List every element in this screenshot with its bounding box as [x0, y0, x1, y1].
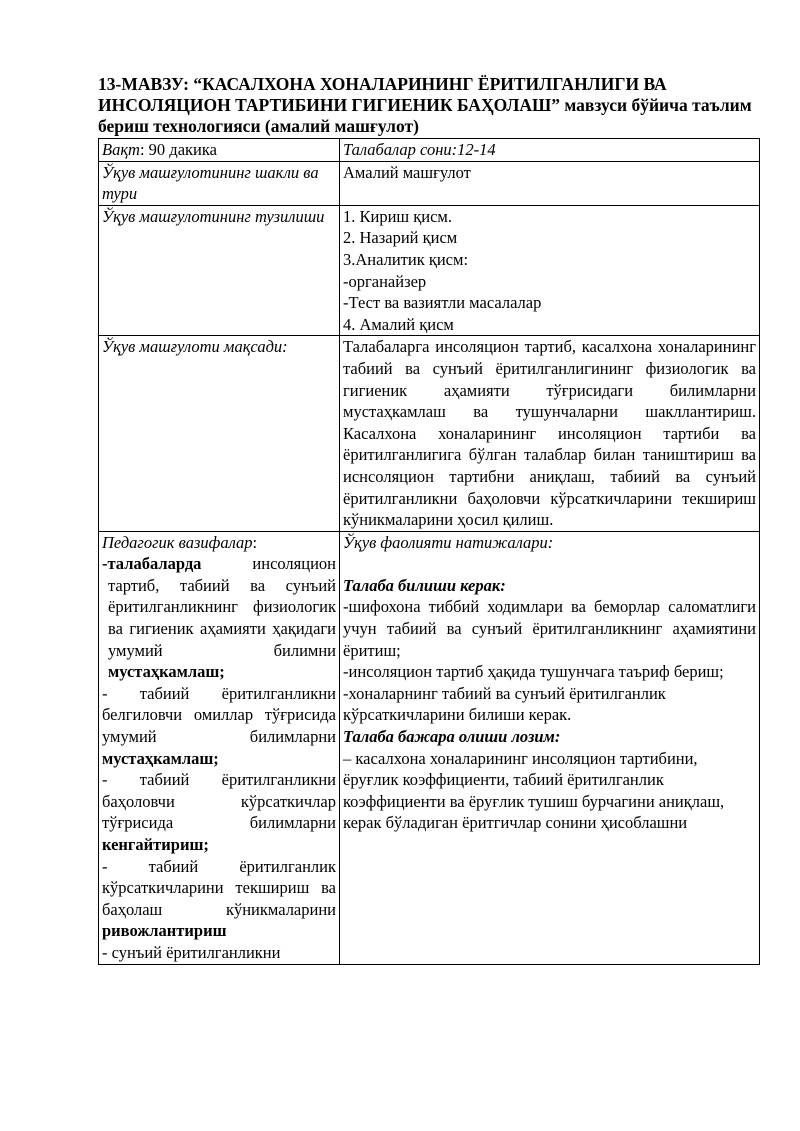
task-text: - табиий ёритилганликни белгиловчи омиллар тўғрисида умумий билимларни	[102, 683, 336, 747]
list-item: -инсоляцион тартиб ҳақида тушунчага таъриф бериш;	[343, 662, 724, 682]
list-item: -Тест ва вазиятли масалалар	[343, 293, 542, 313]
list-item: 1. Кириш қисм.	[343, 206, 452, 226]
students-cell: Талабалар сони:12-14	[340, 139, 760, 162]
list-item: -органайзер	[343, 271, 427, 291]
time-label: Вақт	[102, 140, 140, 159]
list-item: 4. Амалий қисм	[343, 314, 454, 334]
task-bold-lead: -талабаларда	[102, 554, 202, 574]
list-item: -хоналарнинг табиий ва сунъий ёритилганлик кўрсаткичларини билиши керак.	[343, 683, 666, 725]
time-value: : 90 дакика	[139, 140, 217, 159]
task-item	[102, 683, 336, 769]
task-item	[102, 856, 336, 942]
task-text: - табиий ёритилганликни баҳоловчи кўрсаткичлар тўғрисида билимларни	[102, 770, 336, 833]
time-cell	[99, 139, 340, 162]
structure-list	[340, 205, 760, 336]
goal-text: Талабаларга инсоляцион тартиб, касалхона хоналарининг табиий ва сунъий ёритилганлигининг физиологик ва гигиеник аҳамияти тўғрисидаги билимларни мустаҳкамлаш ва тушунчаларни шакллантириш. Касалхона хоналарининг инсоляцион тартиби ва ёритилганлигига бўлган талаблар билан таништириш ва иснсоляцион тартибни аниқлаш, табиий ва сунъий ёритилганликни баҳоловчи кўрсаткичларини текшириш кўникмаларини ҳосил қилиш.	[340, 336, 760, 531]
list-item: 3.Аналитик қисм:	[343, 249, 469, 269]
list-item: -шифохона тиббий ходимлари ва беморлар саломатлиги учун табиий ва сунъий ёритилганликнинг аҳамиятини ёритиш;	[343, 597, 756, 660]
pedagogic-tasks-header: Педагогик вазифалар	[102, 532, 253, 552]
learning-outcomes-header: Ўқув фаолияти натижалари:	[343, 532, 554, 552]
task-item	[102, 769, 336, 855]
task-text: - сунъий ёритилганликни	[102, 942, 281, 962]
goal-label: Ўқув машғулоти мақсади:	[99, 336, 340, 531]
pedagogic-tasks-cell	[99, 531, 340, 964]
form-label: Ўқув машғулотининг шакли ва тури	[99, 161, 340, 205]
document-title: 13-МАВЗУ: “КАСАЛХОНА ХОНАЛАРИНИНГ ЁРИТИЛГАНЛИГИ ВА ИНСОЛЯЦИОН ТАРТИБИНИ ГИГИЕНИК БАҲОЛАШ” мавзуси бўйича таълим бериш технологияси (амалий машғулот)	[98, 74, 752, 136]
document-page	[98, 74, 760, 965]
know-header: Талаба билиши керак:	[343, 575, 506, 595]
table-row	[99, 139, 760, 162]
task-bold-tail: кенгайтириш;	[102, 835, 209, 854]
spacer	[343, 553, 756, 575]
task-text: инсоляцион тартиб, табиий ва сунъий ёритилганликнинг физиологик ва гигиеник аҳамияти ҳақидаги умумий билимни	[108, 554, 336, 660]
task-text: - табиий ёритилганлик кўрсаткичларини текшириш ва баҳолаш кўникмаларини	[102, 856, 336, 919]
table-row	[99, 161, 760, 205]
form-value: Амалий машғулот	[340, 161, 760, 205]
table-row	[99, 336, 760, 531]
do-text: – касалхона хоналарининг инсоляцион тартибини, ёруғлик коэффициенти, табиий ёритилганлик коэффициенти ва ёруғлик тушиш бурчагини аниқлаш, керак бўладиган ёритгичлар сонини ҳисоблашни	[343, 748, 725, 833]
lesson-plan-table	[98, 138, 760, 965]
do-header: Талаба бажара олиши лозим:	[343, 727, 561, 747]
task-item	[102, 942, 336, 964]
structure-label: Ўқув машғулотининг тузилиши	[99, 205, 340, 336]
table-row	[99, 205, 760, 336]
learning-outcomes-cell	[340, 531, 760, 964]
list-item: 2. Назарий қисм	[343, 228, 458, 248]
pedagogic-tasks-colon: :	[252, 532, 258, 552]
task-item	[102, 553, 336, 683]
table-row	[99, 531, 760, 964]
task-bold-tail: ривожлантириш	[102, 921, 227, 941]
task-bold-tail: мустаҳкамлаш;	[108, 662, 225, 682]
task-bold-tail: мустаҳкамлаш;	[102, 748, 219, 768]
